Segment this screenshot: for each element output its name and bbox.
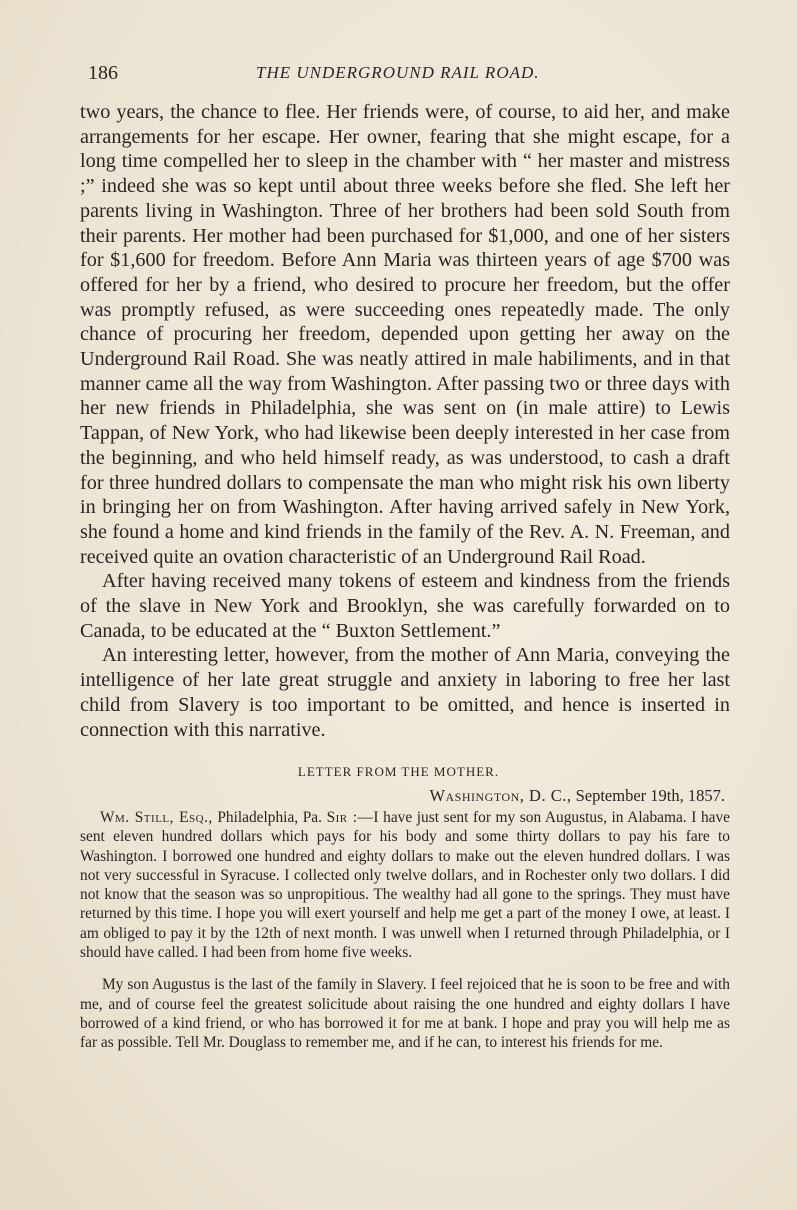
letter-addressee: Wm. Still, Esq.,	[100, 809, 213, 826]
letter-paragraph-2: My son Augustus is the last of the family in Slavery. I feel rejoiced that he is soon to be free and with me, and of course feel the greatest solicitude about raising the one hundred and eighty dollars I have borrowed of a kind friend, or who has borrowed it for me at bank. I hope and pray you will help me as far as possible. Tell Mr. Douglass to remember me, and if he can, to interest his friends for me.	[80, 976, 730, 1052]
page-number: 186	[88, 62, 118, 84]
letter-addressee-place: Philadelphia, Pa.	[217, 809, 322, 826]
running-title: THE UNDERGROUND RAIL ROAD.	[256, 63, 540, 82]
narrative-paragraph-3: An interesting letter, however, from the mother of Ann Maria, conveying the intelligence of her late great struggle and anxiety in laboring to free her last child from Slavery is too important to be omitted, and hence is inserted in connection with this narrative.	[80, 644, 730, 741]
narrative-paragraph-2: After having received many tokens of esteem and kindness from the friends of the slave in New York and Brooklyn, she was carefully forwarded on to Canada, to be educated at the “ Buxton Settlement.”	[80, 570, 730, 642]
letter-heading: LETTER FROM THE MOTHER.	[297, 764, 500, 779]
letter-first-paragraph: I have just sent for my son Augustus, in Alabama. I have sent eleven hundred dollars which pays for his body and some thirty dollars to pay his fare to Washington. I borrowed one hundred and eighty dollars to make out the eleven hundred dollars. I was not very successful in Syracuse. I collected only twelve dollars, and in Rochester only two dollars. I did not know that the season was so unpropitious. The wealthy had all gone to the springs. They must have returned by this time. I hope you will exert yourself and help me get a part of the money I owe, at least. I am obliged to pay it by the 12th of next month. I was unwell when I returned through Philadelphia, or I should have called. I had been from home five weeks.	[80, 809, 730, 962]
dateline-place: Washington, D. C.,	[429, 786, 572, 805]
letter-salutation: Sir :—	[326, 809, 374, 826]
letter-body	[80, 808, 730, 1053]
narrative-text	[80, 100, 730, 742]
page-header	[88, 62, 728, 88]
narrative-paragraph-1: two years, the chance to flee. Her friends were, of course, to aid her, and make arrangements for her escape. Her owner, fearing that she might escape, for a long time compelled her to sleep in the chamber with “ her master and mistress ;” indeed she was so kept until about three weeks before she fled. She left her parents living in Washington. Three of her brothers had been sold South from their parents. Her mother had been purchased for $1,000, and one of her sisters for $1,600 for freedom. Before Ann Maria was thirteen years of age $700 was offered for her by a friend, who desired to procure her freedom, but the offer was promptly refused, as were succeeding ones repeatedly made. The only chance of procuring her freedom, depended upon getting her away on the Underground Rail Road. She was neatly attired in male habiliments, and in that manner came all the way from Washington. After passing two or three days with her new friends in Philadelphia, she was sent on (in male attire) to Lewis Tappan, of New York, who had likewise been deeply interested in her case from the beginning, and who held himself ready, as was understood, to cash a draft for three hundred dollars to compensate the man who might risk his own liberty in bringing her on from Washington. After having arrived safely in New York, she found a home and kind friends in the family of the Rev. A. N. Freeman, and received quite an ovation characteristic of an Underground Rail Road.	[80, 101, 730, 568]
letter-paragraph-1	[80, 808, 730, 962]
dateline-date: September 19th, 1857.	[575, 786, 725, 805]
letter-dateline	[429, 786, 725, 806]
